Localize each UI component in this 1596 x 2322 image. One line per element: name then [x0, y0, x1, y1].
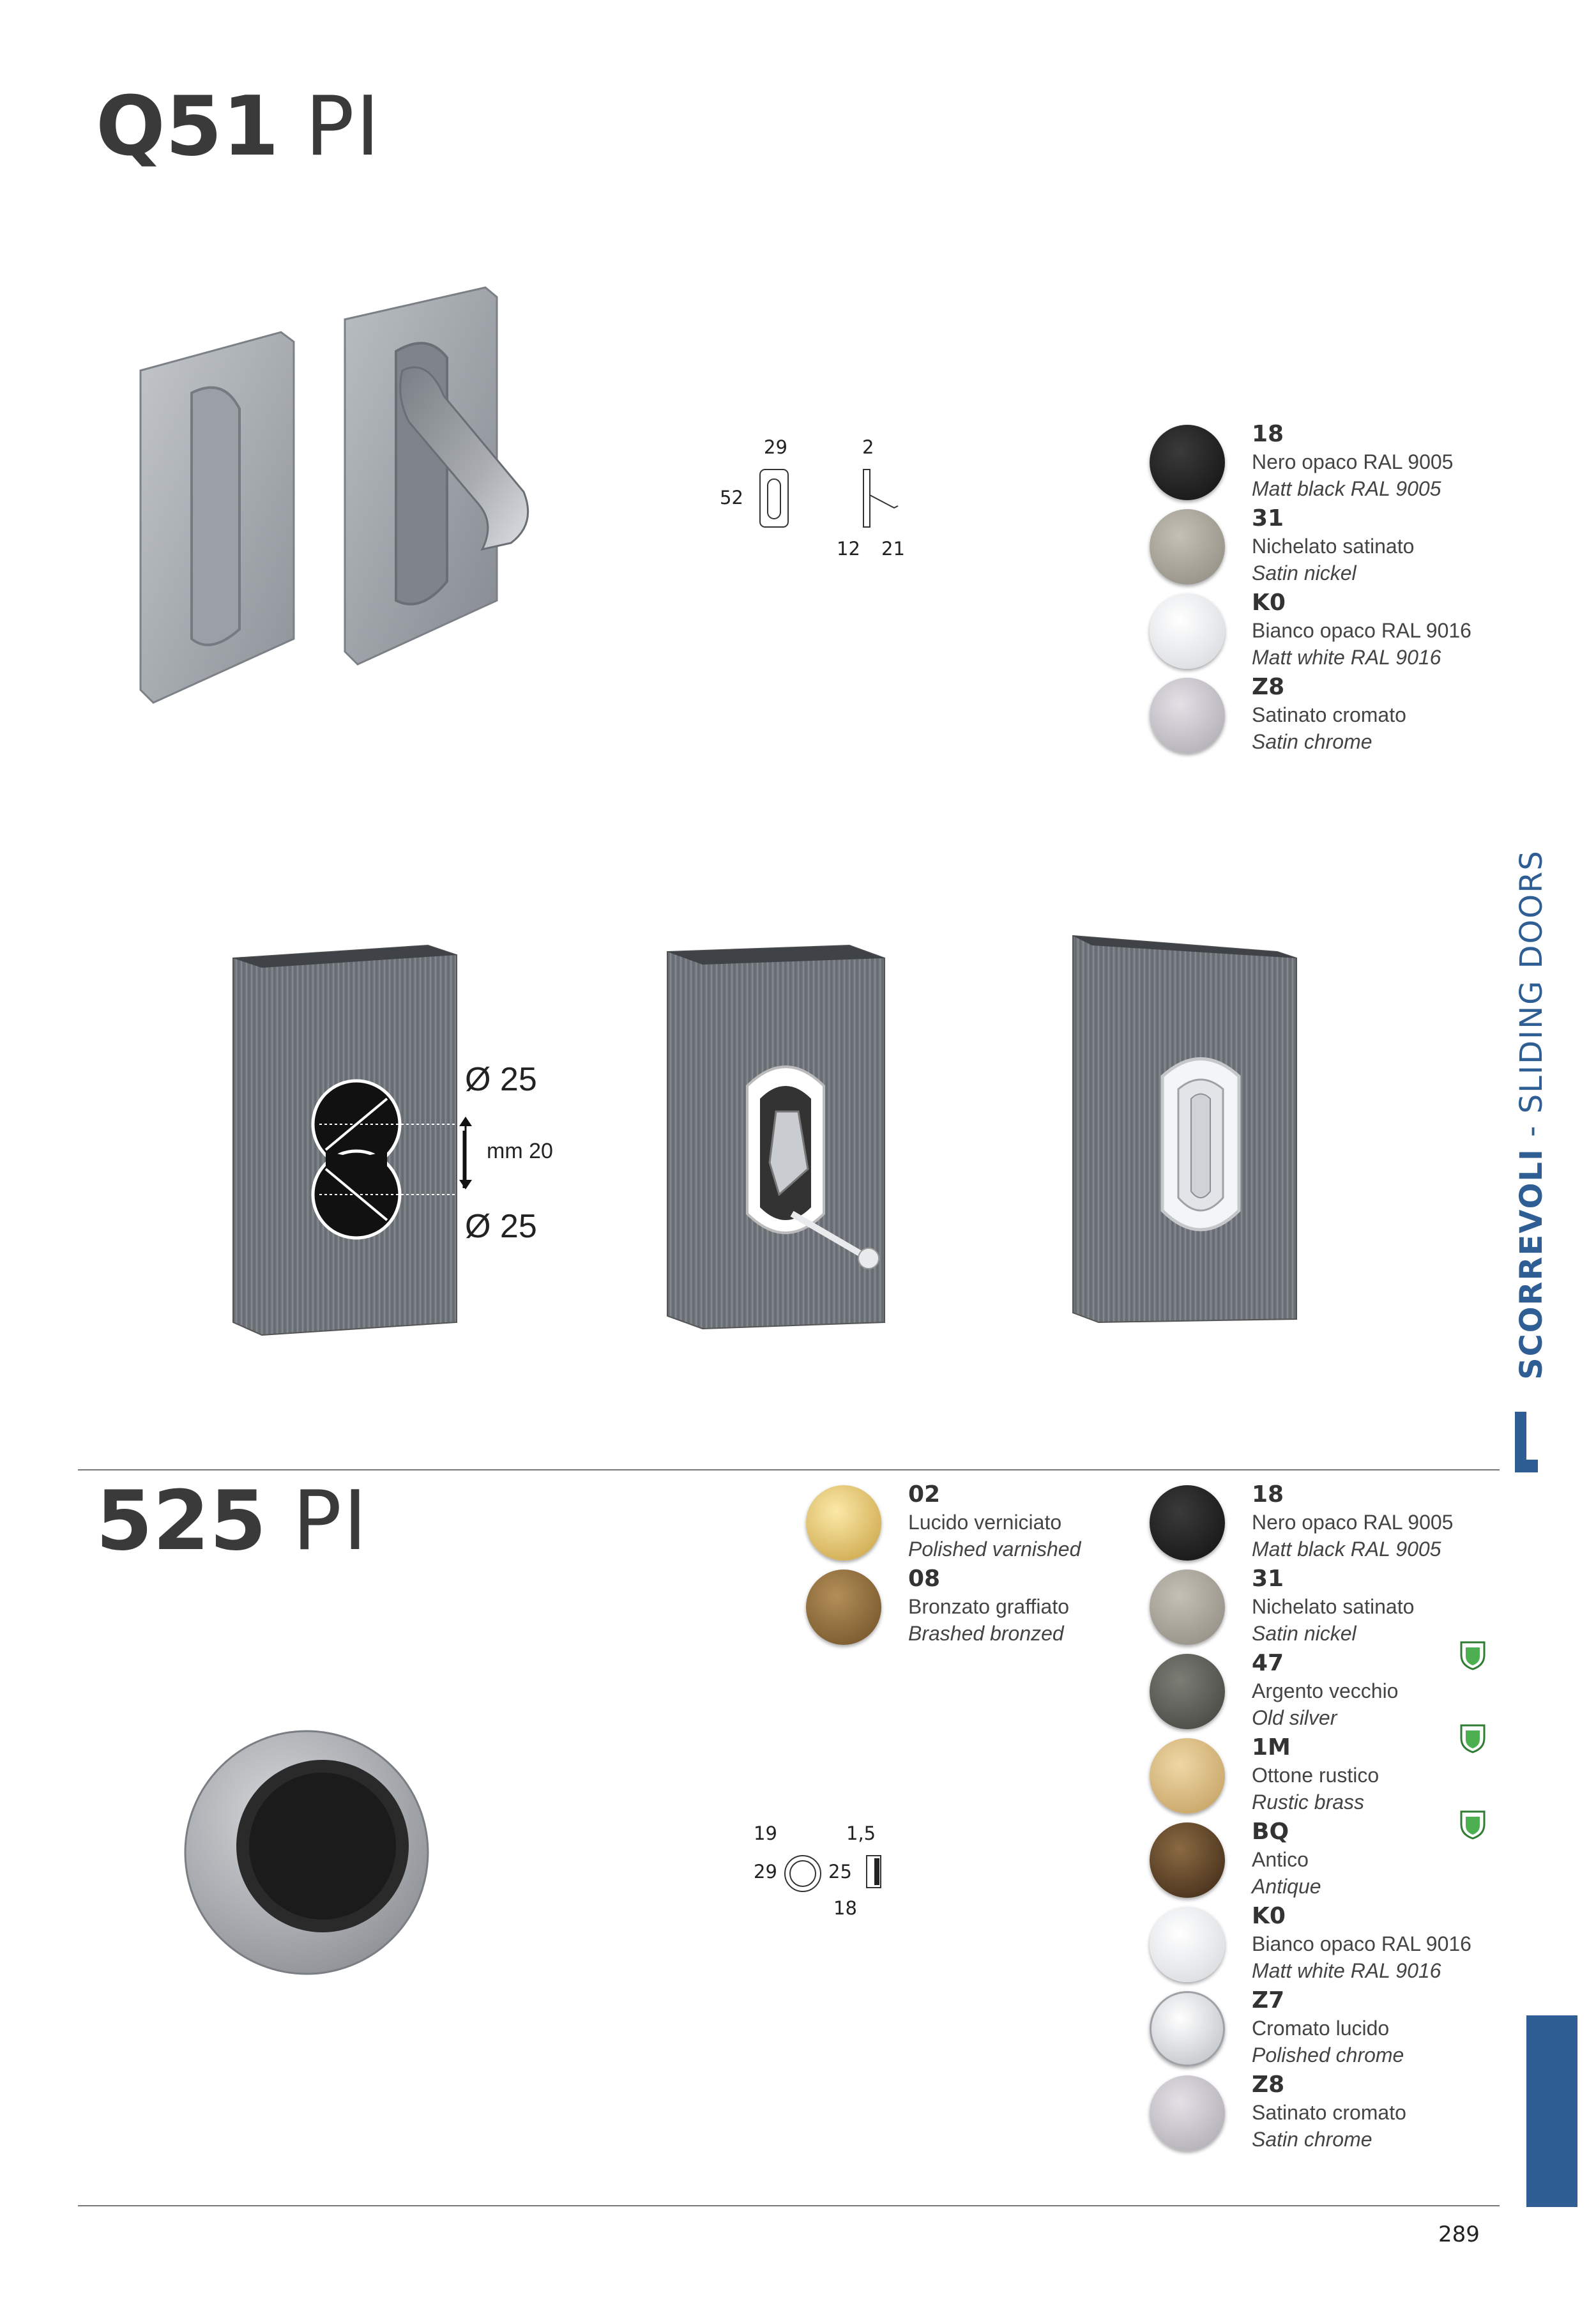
finish-name-en: Polished chrome: [1252, 2043, 1404, 2066]
finish-name-en: Rustic brass: [1252, 1791, 1365, 1814]
finish-name-it: Nero opaco RAL 9005: [1252, 1511, 1454, 1534]
finish-code: BQ: [1252, 1819, 1289, 1845]
finish-name-en: Matt white RAL 9016: [1252, 646, 1441, 669]
finish-name-it: Bianco opaco RAL 9016: [1252, 1932, 1471, 1955]
q51-title: [96, 79, 381, 174]
finish-name-en: Polished varnished: [908, 1538, 1081, 1561]
finish-code: 02: [908, 1481, 941, 1508]
finish-swatch: [806, 1485, 881, 1561]
install-diameter-bottom: Ø 25: [465, 1208, 537, 1245]
finish-name-it: Argento vecchio: [1252, 1679, 1399, 1702]
install-plate-block: [1067, 929, 1303, 1332]
p525-dim-depth-top: 1,5: [846, 1822, 876, 1844]
footer-divider: [78, 2205, 1500, 2206]
finish-name-it: Nichelato satinato: [1252, 535, 1415, 558]
p525-suffix: PI: [292, 1474, 369, 1569]
finish-name-en: Satin nickel: [1252, 561, 1357, 584]
finish-name-it: Bianco opaco RAL 9016: [1252, 619, 1471, 642]
side-label-text: [1514, 850, 1549, 1380]
finish-swatch: [1150, 1822, 1225, 1898]
q51-product-image: [128, 281, 543, 728]
p525-dim-height: 25: [828, 1861, 852, 1883]
finish-code: K0: [1252, 1903, 1286, 1929]
finish-code: 1M: [1252, 1734, 1291, 1761]
finish-swatch: [806, 1570, 881, 1645]
side-label-rest: SLIDING DOORS: [1514, 850, 1549, 1114]
finish-name-en: Satin chrome: [1252, 2128, 1372, 2151]
finish-swatch: [1150, 1654, 1225, 1729]
side-label-sep: -: [1514, 1113, 1549, 1149]
finish-name-it: Satinato cromato: [1252, 2101, 1406, 2124]
page-number: 289: [1438, 2222, 1480, 2247]
finish-name-it: Nichelato satinato: [1252, 1595, 1415, 1618]
install-spacing: mm 20: [487, 1139, 553, 1163]
finish-swatch: [1150, 678, 1225, 753]
finish-code: 31: [1252, 1566, 1284, 1592]
brand-logo-icon: [1509, 1405, 1540, 1476]
q51-dim-depth-b: 21: [881, 538, 905, 560]
finish-name-en: Satin chrome: [1252, 730, 1372, 753]
finish-name-it: Antico: [1252, 1848, 1309, 1871]
install-drill-block: [230, 939, 466, 1354]
finish-name-en: Matt black RAL 9005: [1252, 477, 1441, 500]
finish-name-en: Antique: [1252, 1875, 1321, 1898]
p525-dim-outer: 19: [754, 1822, 777, 1844]
finish-swatch: [1150, 593, 1225, 669]
finish-name-en: Old silver: [1252, 1706, 1337, 1729]
p525-product-image: [179, 1725, 434, 1980]
install-diameter-top: Ø 25: [465, 1061, 537, 1098]
finish-code: Z7: [1252, 1987, 1285, 2013]
finish-code: Z8: [1252, 2072, 1285, 2098]
finish-swatch: [1150, 1991, 1225, 2066]
certification-shield-icon: [1456, 1808, 1489, 1841]
p525-dim-inner: 29: [754, 1861, 777, 1883]
finish-swatch: [1150, 1485, 1225, 1561]
finish-name-it: Cromato lucido: [1252, 2017, 1390, 2040]
q51-dim-depth-top: 2: [862, 436, 874, 458]
finish-name-it: Nero opaco RAL 9005: [1252, 450, 1454, 473]
p525-front-drawing: [780, 1851, 825, 1896]
section-tab-marker: [1526, 2015, 1577, 2207]
finish-swatch: [1150, 1570, 1225, 1645]
q51-code: Q51: [96, 79, 279, 174]
finish-code: 47: [1252, 1650, 1284, 1676]
finish-code: 31: [1252, 505, 1284, 531]
q51-side-drawing: [856, 460, 907, 537]
install-mechanism-block: [664, 939, 894, 1335]
q51-dim-width: 29: [764, 436, 787, 458]
finish-code: K0: [1252, 590, 1286, 616]
section-divider: [78, 1469, 1500, 1470]
side-label-bold: SCORREVOLI: [1514, 1148, 1549, 1380]
certification-shield-icon: [1456, 1638, 1489, 1672]
q51-suffix: PI: [305, 79, 381, 174]
finish-code: Z8: [1252, 674, 1285, 700]
q51-dim-depth-a: 12: [837, 538, 860, 560]
q51-front-drawing: [754, 460, 792, 537]
finish-name-it: Bronzato graffiato: [908, 1595, 1070, 1618]
finish-swatch: [1150, 1907, 1225, 1982]
finish-swatch: [1150, 1738, 1225, 1814]
finish-code: 18: [1252, 1481, 1284, 1508]
certification-shield-icon: [1456, 1722, 1489, 1755]
finish-swatch: [1150, 2075, 1225, 2151]
finish-name-it: Lucido verniciato: [908, 1511, 1062, 1534]
finish-name-en: Matt black RAL 9005: [1252, 1538, 1441, 1561]
finish-name-en: Brashed bronzed: [908, 1622, 1064, 1645]
q51-dim-height: 52: [720, 487, 743, 508]
p525-side-drawing: [859, 1849, 891, 1894]
p525-code: 525: [96, 1474, 267, 1569]
p525-dim-depth: 18: [833, 1897, 857, 1919]
finish-name-it: Satinato cromato: [1252, 703, 1406, 726]
finish-name-en: Matt white RAL 9016: [1252, 1959, 1441, 1982]
finish-code: 08: [908, 1566, 941, 1592]
dimension-arrow-icon: [456, 1115, 475, 1191]
finish-swatch: [1150, 425, 1225, 500]
finish-swatch: [1150, 509, 1225, 584]
finish-code: 18: [1252, 421, 1284, 447]
p525-title: [96, 1474, 369, 1569]
finish-name-it: Ottone rustico: [1252, 1764, 1379, 1787]
finish-name-en: Satin nickel: [1252, 1622, 1357, 1645]
